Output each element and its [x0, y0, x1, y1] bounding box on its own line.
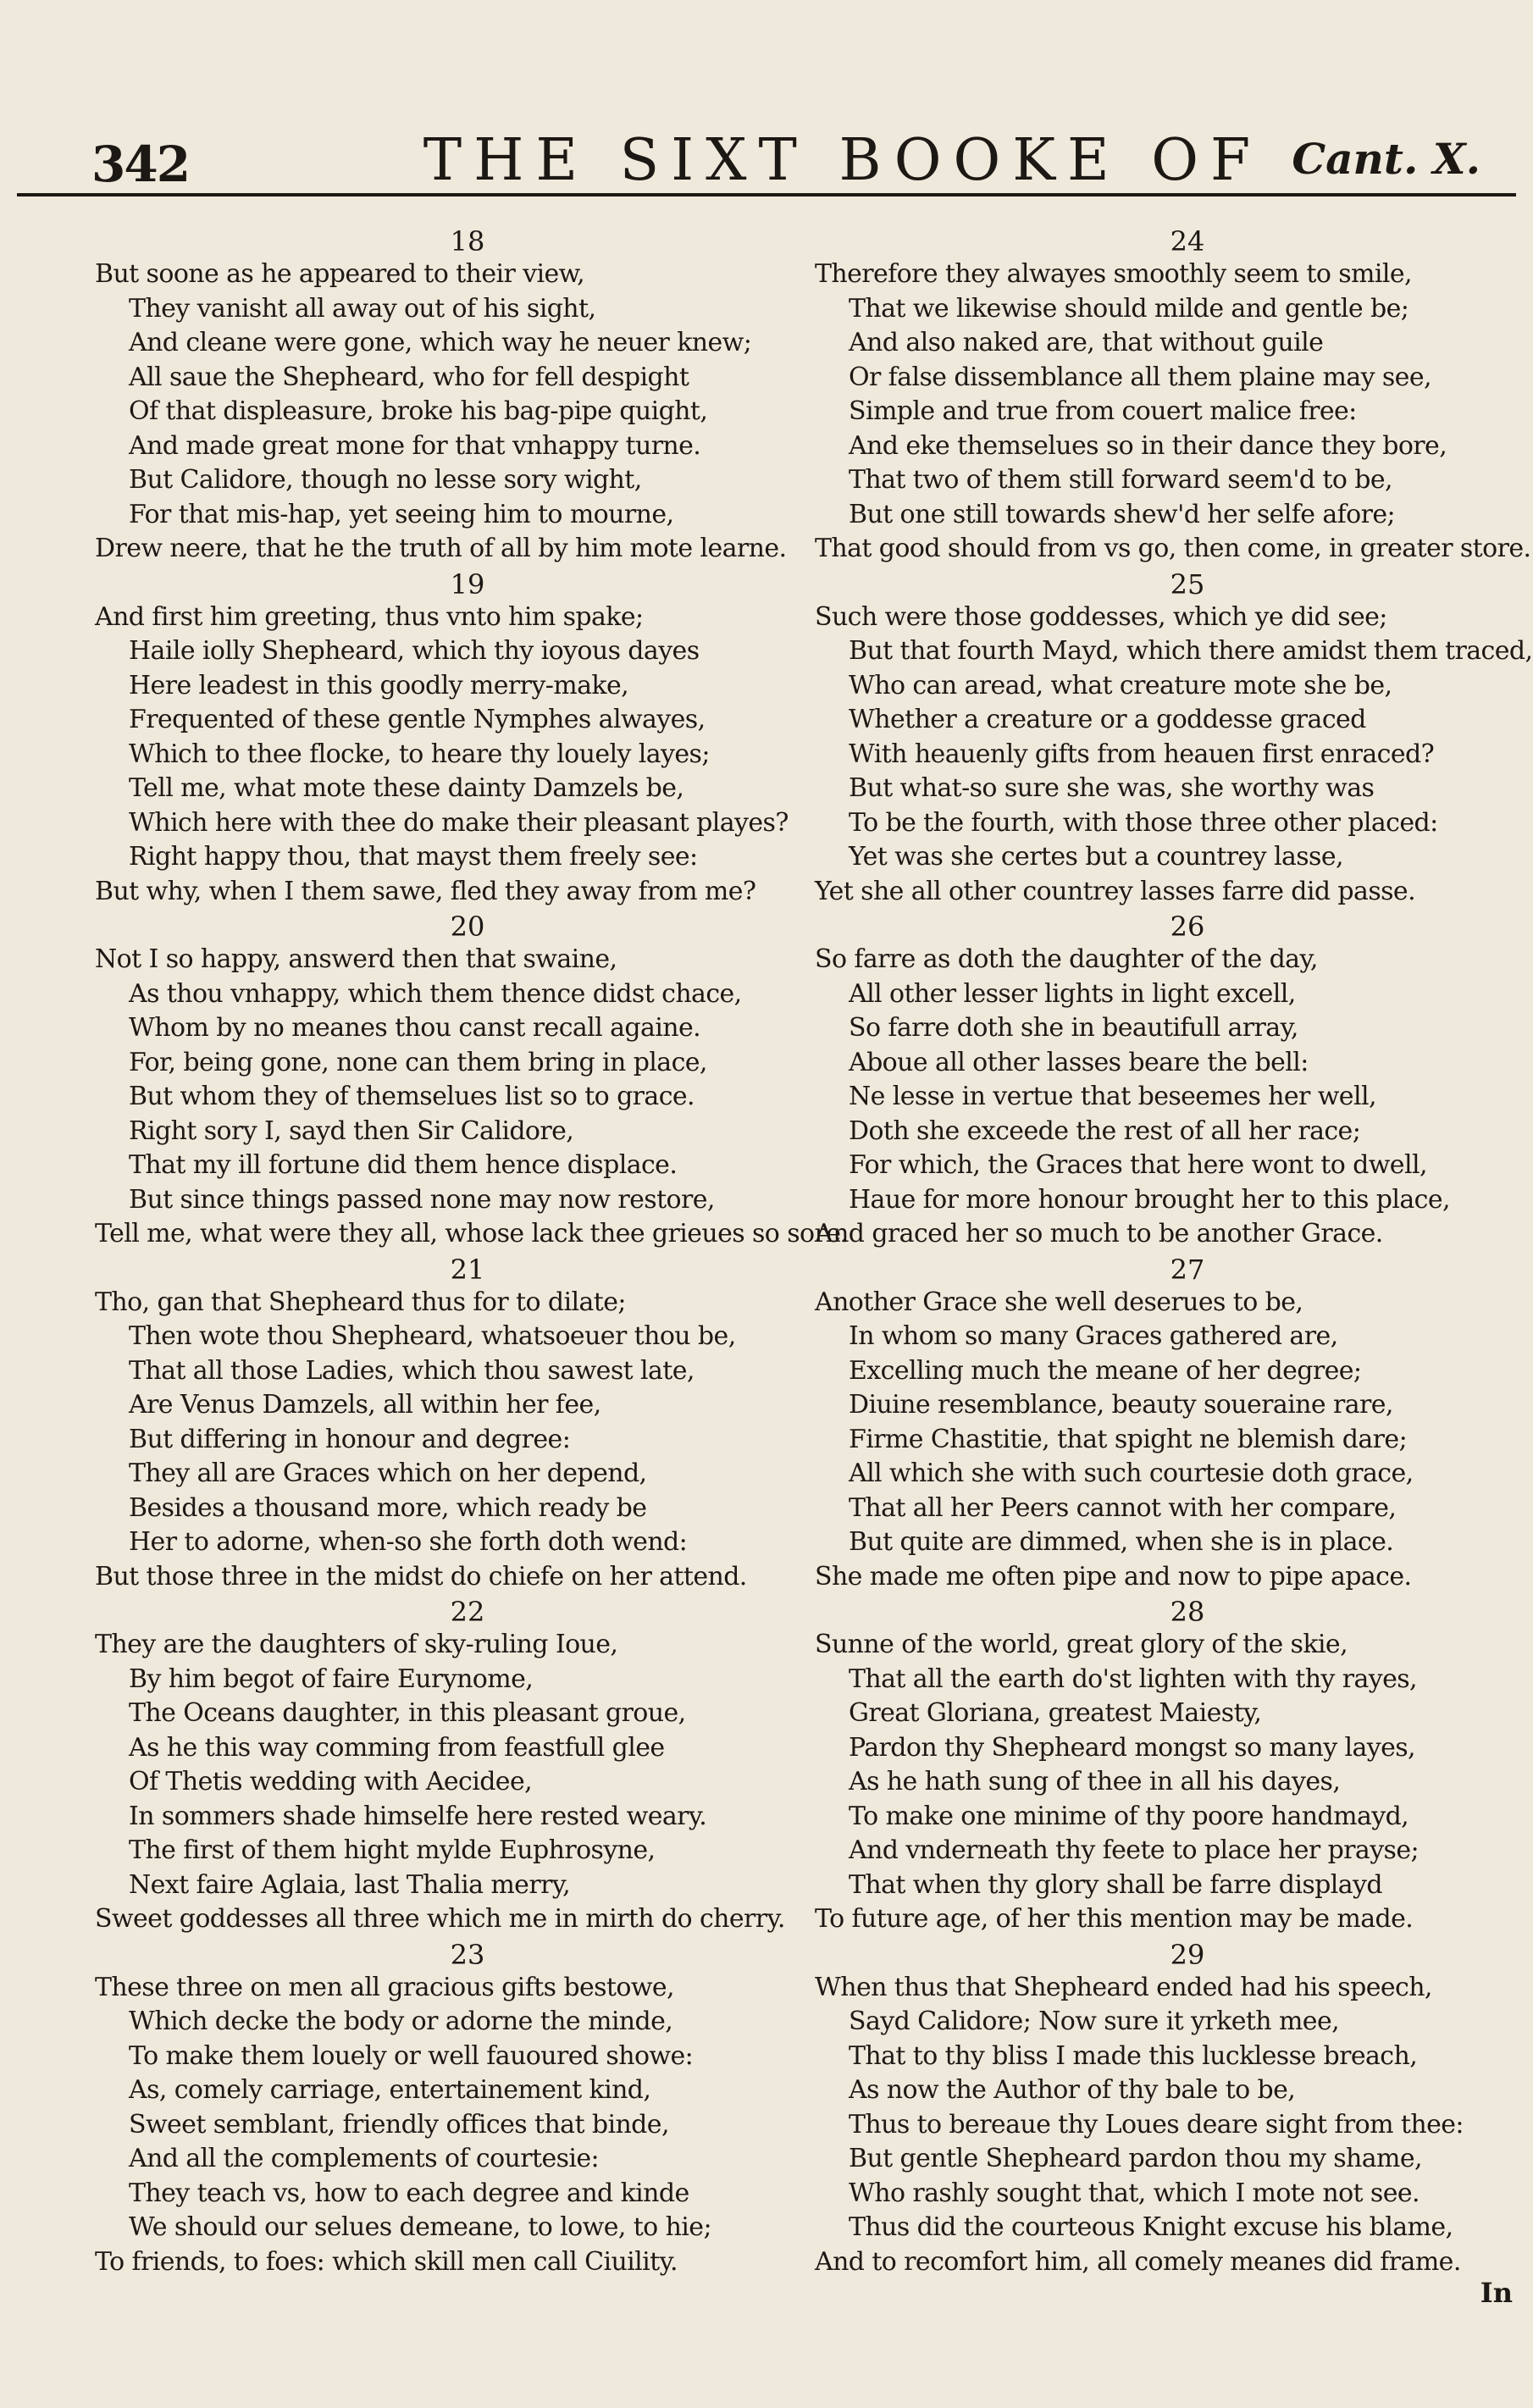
verse-line: As he this way comming from feastfull glee	[129, 1732, 665, 1763]
verse-line: That two of them still forward seem'd to be,	[849, 465, 1392, 495]
verse-line: So farre as doth the daughter of the day,	[815, 944, 1318, 974]
verse-line: All other lesser lights in light excell,	[849, 978, 1296, 1009]
verse-line: We should our selues demeane, to lowe, to hie;	[129, 2212, 711, 2242]
stanza-number: 26	[1170, 911, 1205, 943]
verse-line: And first him greeting, thus vnto him spake;	[95, 601, 644, 632]
verse-line: The first of them hight mylde Euphrosyne,	[129, 1835, 656, 1865]
left-column	[95, 225, 849, 2283]
verse-line: Besides a thousand more, which ready be	[129, 1492, 647, 1523]
verse-line: In whom so many Graces gathered are,	[849, 1321, 1338, 1351]
verse-line: For which, the Graces that here wont to dwell,	[849, 1150, 1427, 1180]
stanza	[95, 227, 806, 567]
verse-line: Sweet goddesses all three which me in mirth do cherry.	[95, 1904, 785, 1934]
verse-line: Of that displeasure, broke his bag-pipe quight,	[129, 396, 708, 426]
stanza-number: 28	[1170, 1596, 1205, 1628]
verse-line: Right happy thou, that mayst them freely see:	[129, 842, 698, 872]
stanza-number: 22	[450, 1596, 485, 1628]
verse-line: Pardon thy Shepheard mongst so many layes,	[849, 1732, 1415, 1763]
verse-line: To future age, of her this mention may be made.	[815, 1904, 1414, 1934]
verse-line: Which decke the body or adorne the minde,	[129, 2007, 673, 2036]
verse-line: That we likewise should milde and gentle be;	[849, 293, 1409, 324]
verse-line: The Oceans daughter, in this pleasant groue,	[129, 1698, 686, 1728]
stanza	[815, 912, 1526, 1252]
verse-line: Diuine resemblance, beauty soueraine rare,	[849, 1390, 1393, 1420]
verse-line: As thou vnhappy, which them thence didst chace,	[129, 978, 742, 1009]
verse-line: But soone as he appeared to their view,	[95, 259, 585, 289]
verse-line: Tell me, what were they all, whose lack thee grieues so sore.	[95, 1219, 849, 1248]
stanza	[95, 1940, 806, 2280]
verse-line: And all the complements of courtesie:	[129, 2144, 600, 2173]
verse-line: Next faire Aglaia, last Thalia merry,	[129, 1869, 571, 1900]
verse-line: But that fourth Mayd, which there amidst them traced,	[849, 636, 1533, 666]
verse-line: Such were those goddesses, which ye did see;	[815, 601, 1387, 632]
verse-line: And also naked are, that without guile	[849, 328, 1324, 357]
stanza-number: 20	[450, 911, 485, 943]
stanza-number: 25	[1170, 567, 1205, 601]
stanza-number: 19	[450, 567, 485, 601]
verse-line: And graced her so much to be another Grace.	[815, 1219, 1383, 1248]
verse-line: But gentle Shepheard pardon thou my shame,	[849, 2144, 1422, 2173]
verse-line: That my ill fortune did them hence displace.	[129, 1150, 678, 1180]
stanza	[815, 1597, 1526, 1937]
verse-line: But why, when I them sawe, fled they away from me?	[95, 876, 756, 906]
verse-line: All saue the Shepheard, who for fell despight	[129, 362, 689, 392]
verse-line: Haue for more honour brought her to this place,	[849, 1184, 1450, 1215]
verse-line: They vanisht all away out of his sight,	[129, 293, 596, 324]
verse-line: When thus that Shepheard ended had his speech,	[815, 1972, 1432, 2002]
verse-line: Right sory I, sayd then Sir Calidore,	[129, 1115, 574, 1146]
page-header	[85, 117, 1499, 219]
verse-line: And eke themselues so in their dance they bore,	[849, 430, 1447, 461]
verse-line: Are Venus Damzels, all within her fee,	[129, 1390, 601, 1420]
verse-line: That all her Peers cannot with her compare,	[849, 1492, 1397, 1523]
canto-label: Cant. X.	[1292, 134, 1480, 184]
verse-line: Sunne of the world, great glory of the skie,	[815, 1630, 1348, 1659]
verse-line: As he hath sung of thee in all his dayes,	[849, 1767, 1341, 1796]
verse-line: Excelling much the meane of her degree;	[849, 1355, 1362, 1386]
stanza-number: 18	[450, 225, 485, 257]
verse-line: Which to thee flocke, to heare thy louely layes;	[129, 739, 710, 769]
verse-line: Haile iolly Shepheard, which thy ioyous dayes	[129, 636, 700, 666]
verse-line: That good should from vs go, then come, in greater store.	[815, 534, 1531, 563]
verse-line: To friends, to foes: which skill men call Ciuility.	[95, 2246, 678, 2277]
verse-line: Great Gloriana, greatest Maiesty,	[849, 1698, 1262, 1728]
verse-line: Yet she all other countrey lasses farre did passe.	[815, 876, 1415, 906]
verse-line: Simple and true from couert malice free:	[849, 396, 1357, 426]
verse-line: For that mis-hap, yet seeing him to mourne,	[129, 499, 674, 529]
verse-line: Frequented of these gentle Nymphes alwayes,	[129, 705, 706, 734]
stanza	[815, 1940, 1526, 2280]
verse-line: As, comely carriage, entertainement kind,	[129, 2075, 651, 2105]
verse-line: They teach vs, how to each degree and kinde	[129, 2178, 689, 2208]
verse-line: But one still towards shew'd her selfe afore;	[849, 499, 1396, 529]
stanza	[95, 1597, 806, 1937]
verse-line: And made great mone for that vnhappy turne.	[129, 430, 701, 461]
verse-line: Who rashly sought that, which I mote not see.	[849, 2178, 1420, 2208]
verse-line: Another Grace she well deserues to be,	[815, 1287, 1303, 1317]
stanza-number: 27	[1170, 1253, 1205, 1286]
verse-line: Thus to bereaue thy Loues deare sight from thee:	[849, 2109, 1464, 2140]
page-number: 342	[91, 136, 190, 193]
verse-line: Tho, gan that Shepheard thus for to dilate;	[95, 1287, 626, 1317]
verse-line: All which she with such courtesie doth grace,	[849, 1459, 1414, 1488]
stanza-number: 21	[450, 1253, 485, 1286]
verse-line: Ne lesse in vertue that beseemes her well,	[849, 1082, 1376, 1111]
verse-line: So farre doth she in beautifull array,	[849, 1013, 1298, 1043]
header-rule	[17, 193, 1516, 197]
verse-line: But those three in the midst do chiefe on her attend.	[95, 1561, 747, 1591]
verse-line: Doth she exceede the rest of all her race;	[849, 1115, 1361, 1146]
verse-line: Whom by no meanes thou canst recall againe.	[129, 1013, 701, 1043]
verse-line: With heauenly gifts from heauen first enraced?	[849, 739, 1435, 769]
verse-line: She made me often pipe and now to pipe apace.	[815, 1561, 1412, 1591]
stanza	[95, 911, 849, 1252]
catchword: In	[1480, 2277, 1513, 2309]
verse-line: Thus did the courteous Knight excuse his blame,	[849, 2212, 1453, 2242]
verse-line: Drew neere, that he the truth of all by him mote learne.	[95, 534, 787, 563]
verse-line: But whom they of themselues list so to grace.	[129, 1082, 695, 1111]
verse-line: These three on men all gracious gifts bestowe,	[95, 1972, 674, 2002]
verse-line: They are the daughters of sky-ruling Ioue,	[95, 1630, 618, 1659]
verse-line: Then wote thou Shepheard, whatsoeuer thou be,	[129, 1321, 736, 1351]
stanza-number: 23	[450, 1938, 485, 1971]
stanza	[95, 1255, 806, 1595]
stanza-number: 29	[1170, 1938, 1205, 1971]
verse-line: Aboue all other lasses beare the bell:	[849, 1047, 1309, 1077]
verse-line: Of Thetis wedding with Aecidee,	[129, 1767, 533, 1796]
verse-line: For, being gone, none can them bring in place,	[129, 1047, 707, 1077]
verse-line: That all those Ladies, which thou sawest late,	[129, 1355, 695, 1386]
verse-line: Not I so happy, answerd then that swaine,	[95, 944, 617, 974]
stanza	[815, 1255, 1526, 1595]
stanza	[815, 225, 1531, 567]
verse-line: Tell me, what mote these dainty Damzels be,	[129, 773, 684, 803]
verse-line: That to thy bliss I made this lucklesse breach,	[849, 2040, 1418, 2071]
verse-line: Who can aread, what creature mote she be,	[849, 670, 1392, 700]
verse-line: But quite are dimmed, when she is in place.	[849, 1527, 1394, 1557]
verse-line: Firme Chastitie, that spight ne blemish dare;	[849, 1424, 1408, 1454]
verse-line: Sayd Calidore; Now sure it yrketh mee,	[849, 2007, 1340, 2036]
verse-line: To make them louely or well fauoured showe:	[129, 2040, 694, 2071]
stanza	[815, 567, 1533, 910]
verse-line: And cleane were gone, which way he neuer knew;	[129, 328, 752, 357]
stanza	[95, 567, 806, 910]
verse-line: By him begot of faire Eurynome,	[129, 1663, 534, 1694]
verse-line: And to recomfort him, all comely meanes did frame.	[815, 2246, 1461, 2277]
verse-line: Her to adorne, when-so she forth doth wend:	[129, 1527, 688, 1557]
verse-line: But what-so sure she was, she worthy was	[849, 773, 1375, 803]
verse-line: That all the earth do'st lighten with thy rayes,	[849, 1663, 1417, 1694]
running-title: THE SIXT BOOKE OF	[423, 127, 1263, 194]
verse-line: In sommers shade himselfe here rested weary.	[129, 1801, 707, 1831]
verse-line: Sweet semblant, friendly offices that binde,	[129, 2109, 669, 2140]
verse-line: Therefore they alwayes smoothly seem to smile,	[815, 259, 1412, 289]
verse-line: As now the Author of thy bale to be,	[849, 2075, 1296, 2105]
verse-line: But since things passed none may now restore,	[129, 1184, 715, 1215]
verse-line: That when thy glory shall be farre displayd	[849, 1869, 1382, 1900]
verse-line: They all are Graces which on her depend,	[129, 1459, 647, 1488]
verse-line: To be the fourth, with those three other placed:	[849, 807, 1438, 838]
verse-line: Which here with thee do make their pleasant playes?	[129, 807, 789, 838]
verse-line: Yet was she certes but a countrey lasse,	[849, 842, 1343, 872]
verse-line: Whether a creature or a goddesse graced	[849, 705, 1366, 734]
verse-line: But Calidore, though no lesse sory wight,	[129, 465, 642, 495]
verse-line: But differing in honour and degree:	[129, 1424, 571, 1454]
verse-line: Or false dissemblance all them plaine may see,	[849, 362, 1431, 392]
verse-line: And vnderneath thy feete to place her prayse;	[849, 1835, 1420, 1865]
verse-line: Here leadest in this goodly merry-make,	[129, 670, 629, 700]
verse-line: To make one minime of thy poore handmayd,	[849, 1801, 1409, 1831]
right-column	[815, 225, 1533, 2283]
stanza-number: 24	[1170, 225, 1205, 257]
